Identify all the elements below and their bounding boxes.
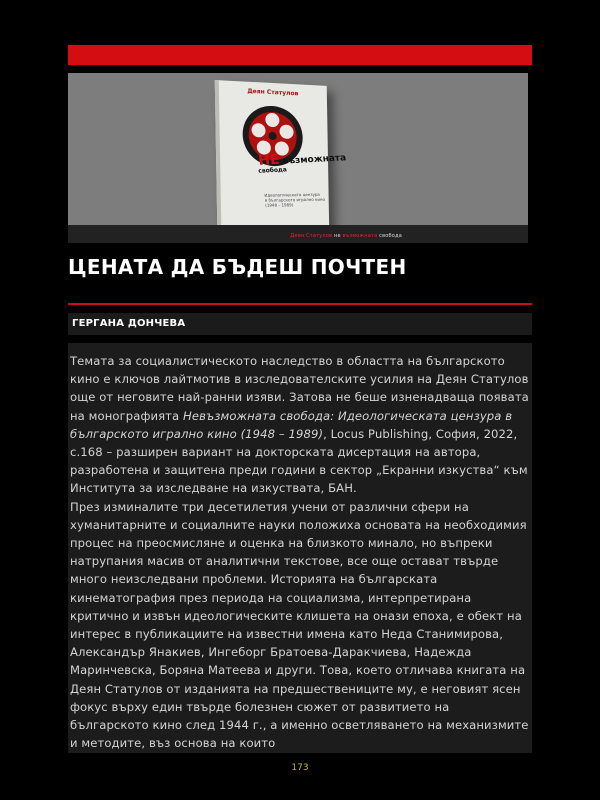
article-author: ГЕРГАНА ДОНЧЕВА (72, 318, 186, 329)
author-bar (68, 313, 532, 335)
page-number: 173 (291, 763, 309, 773)
book-subtitle: Идеологическата цензура в българското игрално кино (1948 – 1989) (264, 191, 326, 208)
article-title: ЦЕНАТА ДА БЪДЕШ ПОЧТЕН (68, 255, 407, 279)
title-divider (68, 303, 532, 305)
paragraph-1: Темата за социалистическото наследство в областта на българското кино е ключов лайтмотив в изследователските усилия на Деян Статулов още от неговите най-ранни изяви. Затова не беше изненадваща появата на монографията Невъзможната свобода: Идеологическата цензура в българското игрално кино (1948 – 1989), Locus Publishing, София, 2022, с.168 – разширен вариант на докторската дисертация на автора, разработена и защитена преди години в сектор „Екранни изкуства“ към Института за изследване на изкуствата, БАН. (70, 354, 529, 496)
book-author: Деян Статулов (247, 87, 299, 98)
hero-image (68, 73, 528, 243)
hero-caption: Деян Статулов не възможната свобода (290, 233, 402, 239)
top-red-bar (68, 45, 532, 65)
paragraph-2: През изминалите три десетилетия учени от различни сфери на хуманитарните и социалните науки положиха основата на необходимия процес на преосмисляне и оценка на близкото минало, но въпреки натрупания масив от аналитични текстове, все още остават твърде много неизследвани проблеми. Историята на българската кинематография през периода на социализма, интерпретирана критично и извън идеологическите клишета на онази епоха, е обект на интерес в публикациите на известни имена като Неда Станимирова, Александър Янакиев, Ингеборг Братоева-Даракчиева, Надежда Маринчевска, Боряна Матеева и други. Това, което отличава книгата на Деян Статулов от изданията на предшествениците му, е неговият ясен фокус върху един твърде болезнен сюжет от развитието на българското кино след 1944 г., а именно осветляването на механизмите и методите, въз основа на които (70, 499, 529, 751)
book-title: НЕ възможната (257, 151, 347, 169)
book-title-sub: свобода (257, 166, 288, 175)
hero-caption-strip (68, 225, 528, 243)
article-body (68, 343, 532, 753)
book-title-italic: Невъзможната свобода: Идеологическата цензура в българското игрално кино (1948 – 1989) (70, 408, 513, 441)
book-cover (215, 80, 347, 232)
